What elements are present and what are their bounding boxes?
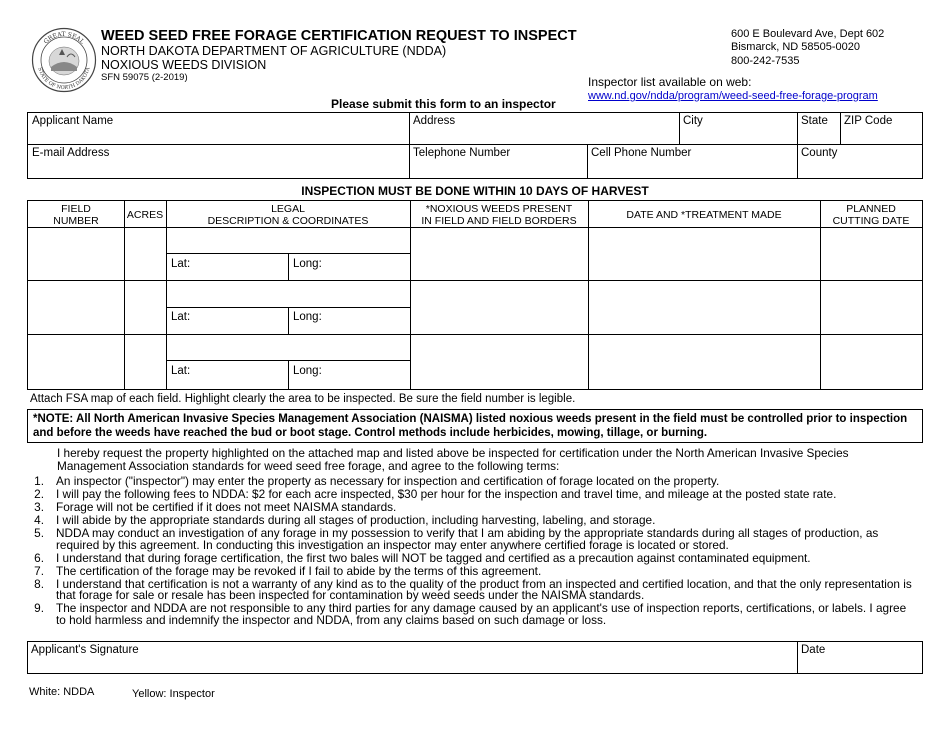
inspection-title: INSPECTION MUST BE DONE WITHIN 10 DAYS OF HARVEST [301,184,649,198]
header-legal: LEGAL DESCRIPTION & COORDINATES [207,203,369,227]
email-field[interactable]: E-mail Address [32,147,110,159]
term-item: 6. I understand that during forage certification, the first two bales will NOT be tagged and certified as a precaution against contaminated equipment. [34,550,811,565]
agreement-intro: I hereby request the property highlighted on the attached map and listed above be inspected for certification under the North American Invasive Species Management Association standards for weed seed free forage, and agree to the following terms: [57,446,849,473]
division-name: NOXIOUS WEEDS DIVISION [101,58,267,72]
naisma-note: *NOTE: All North American Invasive Species Management Association (NAISMA) listed noxious weeds present in the field must be controlled prior to inspection and before the weeds have reached the bud or boot stage. Control methods include herbicides, mowing, tillage, or burning. [27,409,923,443]
term-item: 1. An inspector ("inspector") may enter the property as necessary for inspection and certification of forage located on the property. [34,474,720,488]
lat-field[interactable]: Lat: [171,311,191,323]
city-field[interactable]: City [683,115,703,127]
form-title: WEED SEED FREE FORAGE CERTIFICATION REQUEST TO INSPECT [101,28,577,44]
signature-date-field[interactable]: Date [801,644,826,656]
state-field[interactable]: State [801,115,828,127]
header-noxious-weeds: *NOXIOUS WEEDS PRESENT IN FIELD AND FIELD BORDERS [421,203,577,227]
svg-text:STATE OF NORTH DAKOTA: STATE OF NORTH DAKOTA [36,66,92,92]
zip-code-field[interactable]: ZIP Code [844,115,893,127]
state-seal-logo [31,27,97,93]
header-planned-cutting: PLANNED CUTTING DATE [832,203,910,227]
header-date-treatment: DATE AND *TREATMENT MADE [626,209,782,221]
header-field-number: FIELD NUMBER [53,203,99,227]
long-field[interactable]: Long: [293,258,322,270]
phone-number: 800-242-7535 [731,55,800,67]
lat-field[interactable]: Lat: [171,365,191,377]
address-line-1: 600 E Boulevard Ave, Dept 602 [731,28,885,40]
telephone-field[interactable]: Telephone Number [413,147,511,159]
term-item: 7. The certification of the forage may be revoked if I fail to abide by the terms of this agreement. [34,563,542,578]
terms-list [32,476,912,628]
long-field[interactable]: Long: [293,365,322,377]
cell-phone-field[interactable]: Cell Phone Number [591,147,692,159]
address-line-2: Bismarck, ND 58505-0020 [731,41,861,53]
svg-text:GREAT SEAL: GREAT SEAL [42,30,86,46]
signature-box [27,641,923,674]
submit-note: Please submit this form to an inspector [331,97,556,111]
copy-yellow-label: Yellow: Inspector [132,688,215,700]
county-field[interactable]: County [801,147,838,159]
applicant-info-box [27,112,923,179]
applicant-signature-field[interactable]: Applicant's Signature [31,644,139,656]
attach-map-note: Attach FSA map of each field. Highlight clearly the area to be inspected. Be sure the field number is legible. [30,393,576,405]
term-item: 8. I understand that certification is not a warranty of any kind as to the quality of the product from an inspected and certified location, and that the only representation is that forage for sale or resale has been inspected for contamination by weed seeds under the NAISMA standards. [34,576,912,602]
term-item: 2. I will pay the following fees to NDDA: $2 for each acre inspected, $30 per hour for the inspection and travel time, and mileage at the posted state rate. [34,487,837,501]
term-item: 5. NDDA may conduct an investigation of any forage in my possession to verify that I am abiding by the appropriate standards during all stages of production, as required by this agreement. In conducting this investigation an inspector may enter anywhere certified forage is located or stored. [34,526,879,552]
term-item: 4. I will abide by the appropriate standards during all stages of production, including harvesting, labeling, and storage. [34,513,656,527]
copy-white-label: White: NDDA [29,686,95,698]
address-field[interactable]: Address [413,115,456,127]
inspection-table [27,200,923,390]
applicant-name-field[interactable]: Applicant Name [32,115,114,127]
department-name: NORTH DAKOTA DEPARTMENT OF AGRICULTURE (NDDA) [101,44,447,58]
header-acres: ACRES [126,209,164,221]
lat-field[interactable]: Lat: [171,258,191,270]
inspector-list-link[interactable]: www.nd.gov/ndda/program/weed-seed-free-forage-program [588,90,878,102]
term-item: 3. Forage will not be certified if it does not meet NAISMA standards. [34,500,397,514]
form-number: SFN 59075 (2-2019) [101,72,188,83]
term-item: 9. The inspector and NDDA are not responsible to any third parties for any damage caused by an applicant's use of inspection reports, certifications, or labels. I agree to hold harmless and indemnify the inspector and NDDA, from any claims based on such damage or loss. [34,601,907,627]
inspector-list-label: Inspector list available on web: [588,75,752,89]
long-field[interactable]: Long: [293,311,322,323]
